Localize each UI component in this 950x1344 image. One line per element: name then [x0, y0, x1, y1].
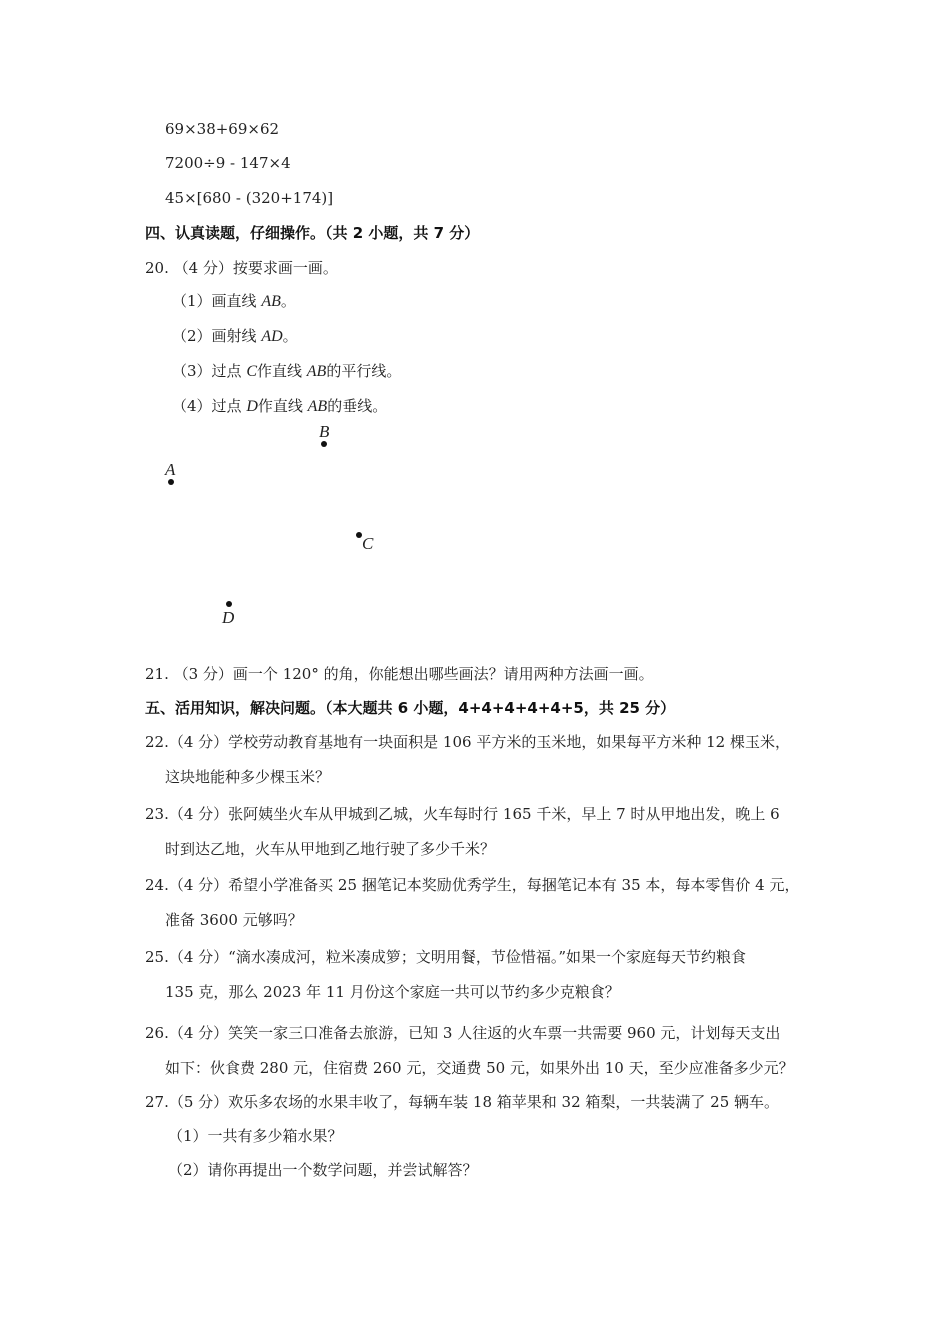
question-26-line-1: 26.（4 分）笑笑一家三口准备去旅游，已知 3 人往返的火车票一共需要 960 元，计划每天支出 — [145, 1024, 781, 1042]
text: （1）画直线 — [172, 292, 262, 310]
q20-item-1 — [172, 292, 296, 311]
math: AB — [307, 398, 328, 415]
text: （4）过点 — [172, 397, 247, 415]
point-b-label: B — [319, 422, 330, 441]
text: 作直线 — [257, 397, 308, 415]
section-4-heading: 四、认真读题，仔细操作。（共 2 小题，共 7 分） — [145, 224, 480, 242]
question-27-item-1: （1）一共有多少箱水果？ — [168, 1127, 343, 1145]
question-20: 20. （4 分）按要求画一画。 — [145, 259, 338, 277]
q20-item-3 — [172, 362, 401, 381]
math: AD — [261, 328, 283, 345]
question-27-item-2: （2）请你再提出一个数学问题，并尝试解答？ — [168, 1161, 478, 1179]
text: 的垂线。 — [327, 397, 388, 415]
math: D — [246, 398, 258, 415]
question-27-stem: 27.（5 分）欢乐多农场的水果丰收了，每辆车装 18 箱苹果和 32 箱梨，一共装满了 25 辆车。 — [145, 1093, 780, 1111]
expression-3: 45×[680 - (320+174)] — [165, 189, 334, 207]
expression-1: 69×38+69×62 — [165, 120, 280, 138]
question-22-line-2: 这块地能种多少棵玉米？ — [165, 768, 331, 786]
question-24-line-2: 准备 3600 元够吗？ — [165, 911, 303, 929]
point-a-label: A — [165, 460, 176, 479]
text: （2）画射线 — [172, 327, 262, 345]
text: 的平行线。 — [326, 362, 402, 380]
q20-item-4 — [172, 397, 387, 416]
question-23-line-2: 时到达乙地，火车从甲地到乙地行驶了多少千米？ — [165, 840, 496, 858]
q20-item-2 — [172, 327, 298, 346]
question-25-line-1: 25.（4 分）“滴水凑成河，粒米凑成箩；文明用餐，节俭惜福。”如果一个家庭每天节约粮食 — [145, 948, 747, 966]
point-c-label: C — [362, 534, 374, 553]
math: C — [246, 363, 257, 380]
question-22-line-1: 22.（4 分）学校劳动教育基地有一块面积是 106 平方米的玉米地，如果每平方米种 12 棵玉米， — [145, 733, 790, 751]
math: AB — [306, 363, 327, 380]
question-25-line-2: 135 克，那么 2023 年 11 月份这个家庭一共可以节约多少克粮食？ — [165, 983, 620, 1001]
point-d-dot — [226, 601, 232, 607]
expression-2: 7200÷9 - 147×4 — [165, 154, 291, 172]
point-d-label: D — [222, 608, 235, 627]
section-5-heading: 五、活用知识，解决问题。（本大题共 6 小题，4+4+4+4+4+5，共 25 分） — [145, 699, 676, 717]
text: 。 — [282, 327, 298, 345]
text: 。 — [280, 292, 296, 310]
question-26-line-2: 如下：伙食费 280 元，住宿费 260 元，交通费 50 元，如果外出 10 天，至少应准备多少元？ — [165, 1059, 794, 1077]
question-23-line-1: 23.（4 分）张阿姨坐火车从甲城到乙城，火车每时行 165 千米，早上 7 时从甲地出发，晚上 6 — [145, 805, 780, 823]
text: 作直线 — [256, 362, 307, 380]
text: （3）过点 — [172, 362, 247, 380]
question-24-line-1: 24.（4 分）希望小学准备买 25 捆笔记本奖励优秀学生，每捆笔记本有 35 本，每本零售价 4 元， — [145, 876, 800, 894]
question-21: 21. （3 分）画一个 120° 的角，你能想出哪些画法？请用两种方法画一画。 — [145, 665, 654, 683]
math: AB — [261, 293, 281, 310]
